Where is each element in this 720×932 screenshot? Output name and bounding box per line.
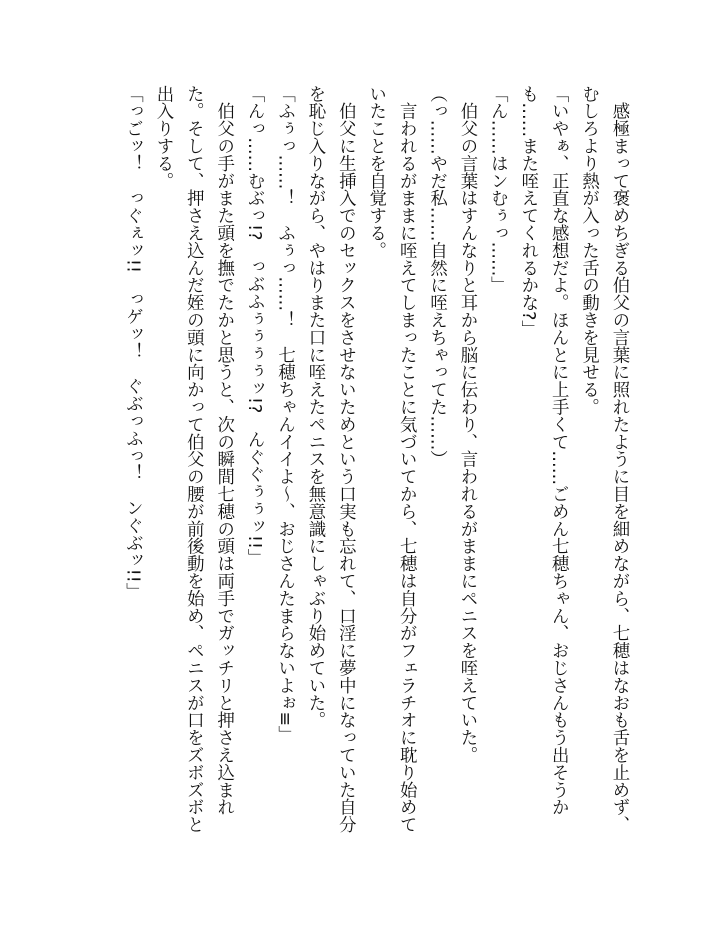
text-line: （っ……やだ私……自然に咥えちゃってた……）: [426, 85, 447, 468]
text-line: 感極まって褒めちぎる伯父の言葉に照れたように目を細めながら、七穂はなおも舌を止めず、: [609, 85, 629, 834]
text-line: 「いやぁ、正直な感想だよ。ほんとに上手くて……ごめん七穂ちゃん、おじさんもう出そうか: [548, 85, 569, 816]
text-line: 「ふぅっ……！ ふぅっ……！ 七穂ちゃんイイよ～、おじさんたまらないよぉ≡」: [274, 85, 295, 744]
text-line: 伯父の言葉はすんなりと耳から脳に伝わり、言われるがままにペニスを咥えていた。: [456, 85, 477, 764]
text-line: 伯父の手がまた頭を撫でたかと思うと、次の瞬間七穂の頭は両手でガッチリと押さえ込まれ: [213, 85, 234, 816]
vertical-text-page: [110, 85, 634, 885]
text-line: 「っごッ！ っぐぇッ!! っゲッ！ ぐぶっふっ！ ンぐぶッ!!」: [122, 85, 143, 601]
text-line: 言われるがままに咥えてしまったことに気づいてから、七穂は自分がフェラチオに耽り始めて: [396, 85, 417, 834]
text-line: いたことを自覚する。: [365, 85, 386, 259]
text-line: 出入りする。: [152, 85, 173, 190]
text-line: も……また咥えてくれるかな?」: [517, 85, 538, 338]
text-line: 伯父に生挿入でのセックスをさせないためという口実も忘れて、口淫に夢中になっていた自分: [335, 85, 356, 834]
text-line: を恥じ入りながら、やはりまた口に咥えたペニスを無意識にしゃぶり始めていた。: [304, 85, 325, 729]
text-line: 「ん……はンむぅっ……」: [487, 85, 508, 294]
text-line: 「んっ……むぶっ!? っぶふぅぅぅぅッ!? んぐぐぅぅッ!!」: [244, 85, 265, 567]
text-line: た。そして、押さえ込んだ姪の頭に向かって伯父の腰が前後動を始め、ペニスが口をズボズボと: [183, 85, 204, 834]
text-line: むしろより熱が入った舌の動きを見せる。: [578, 85, 599, 416]
